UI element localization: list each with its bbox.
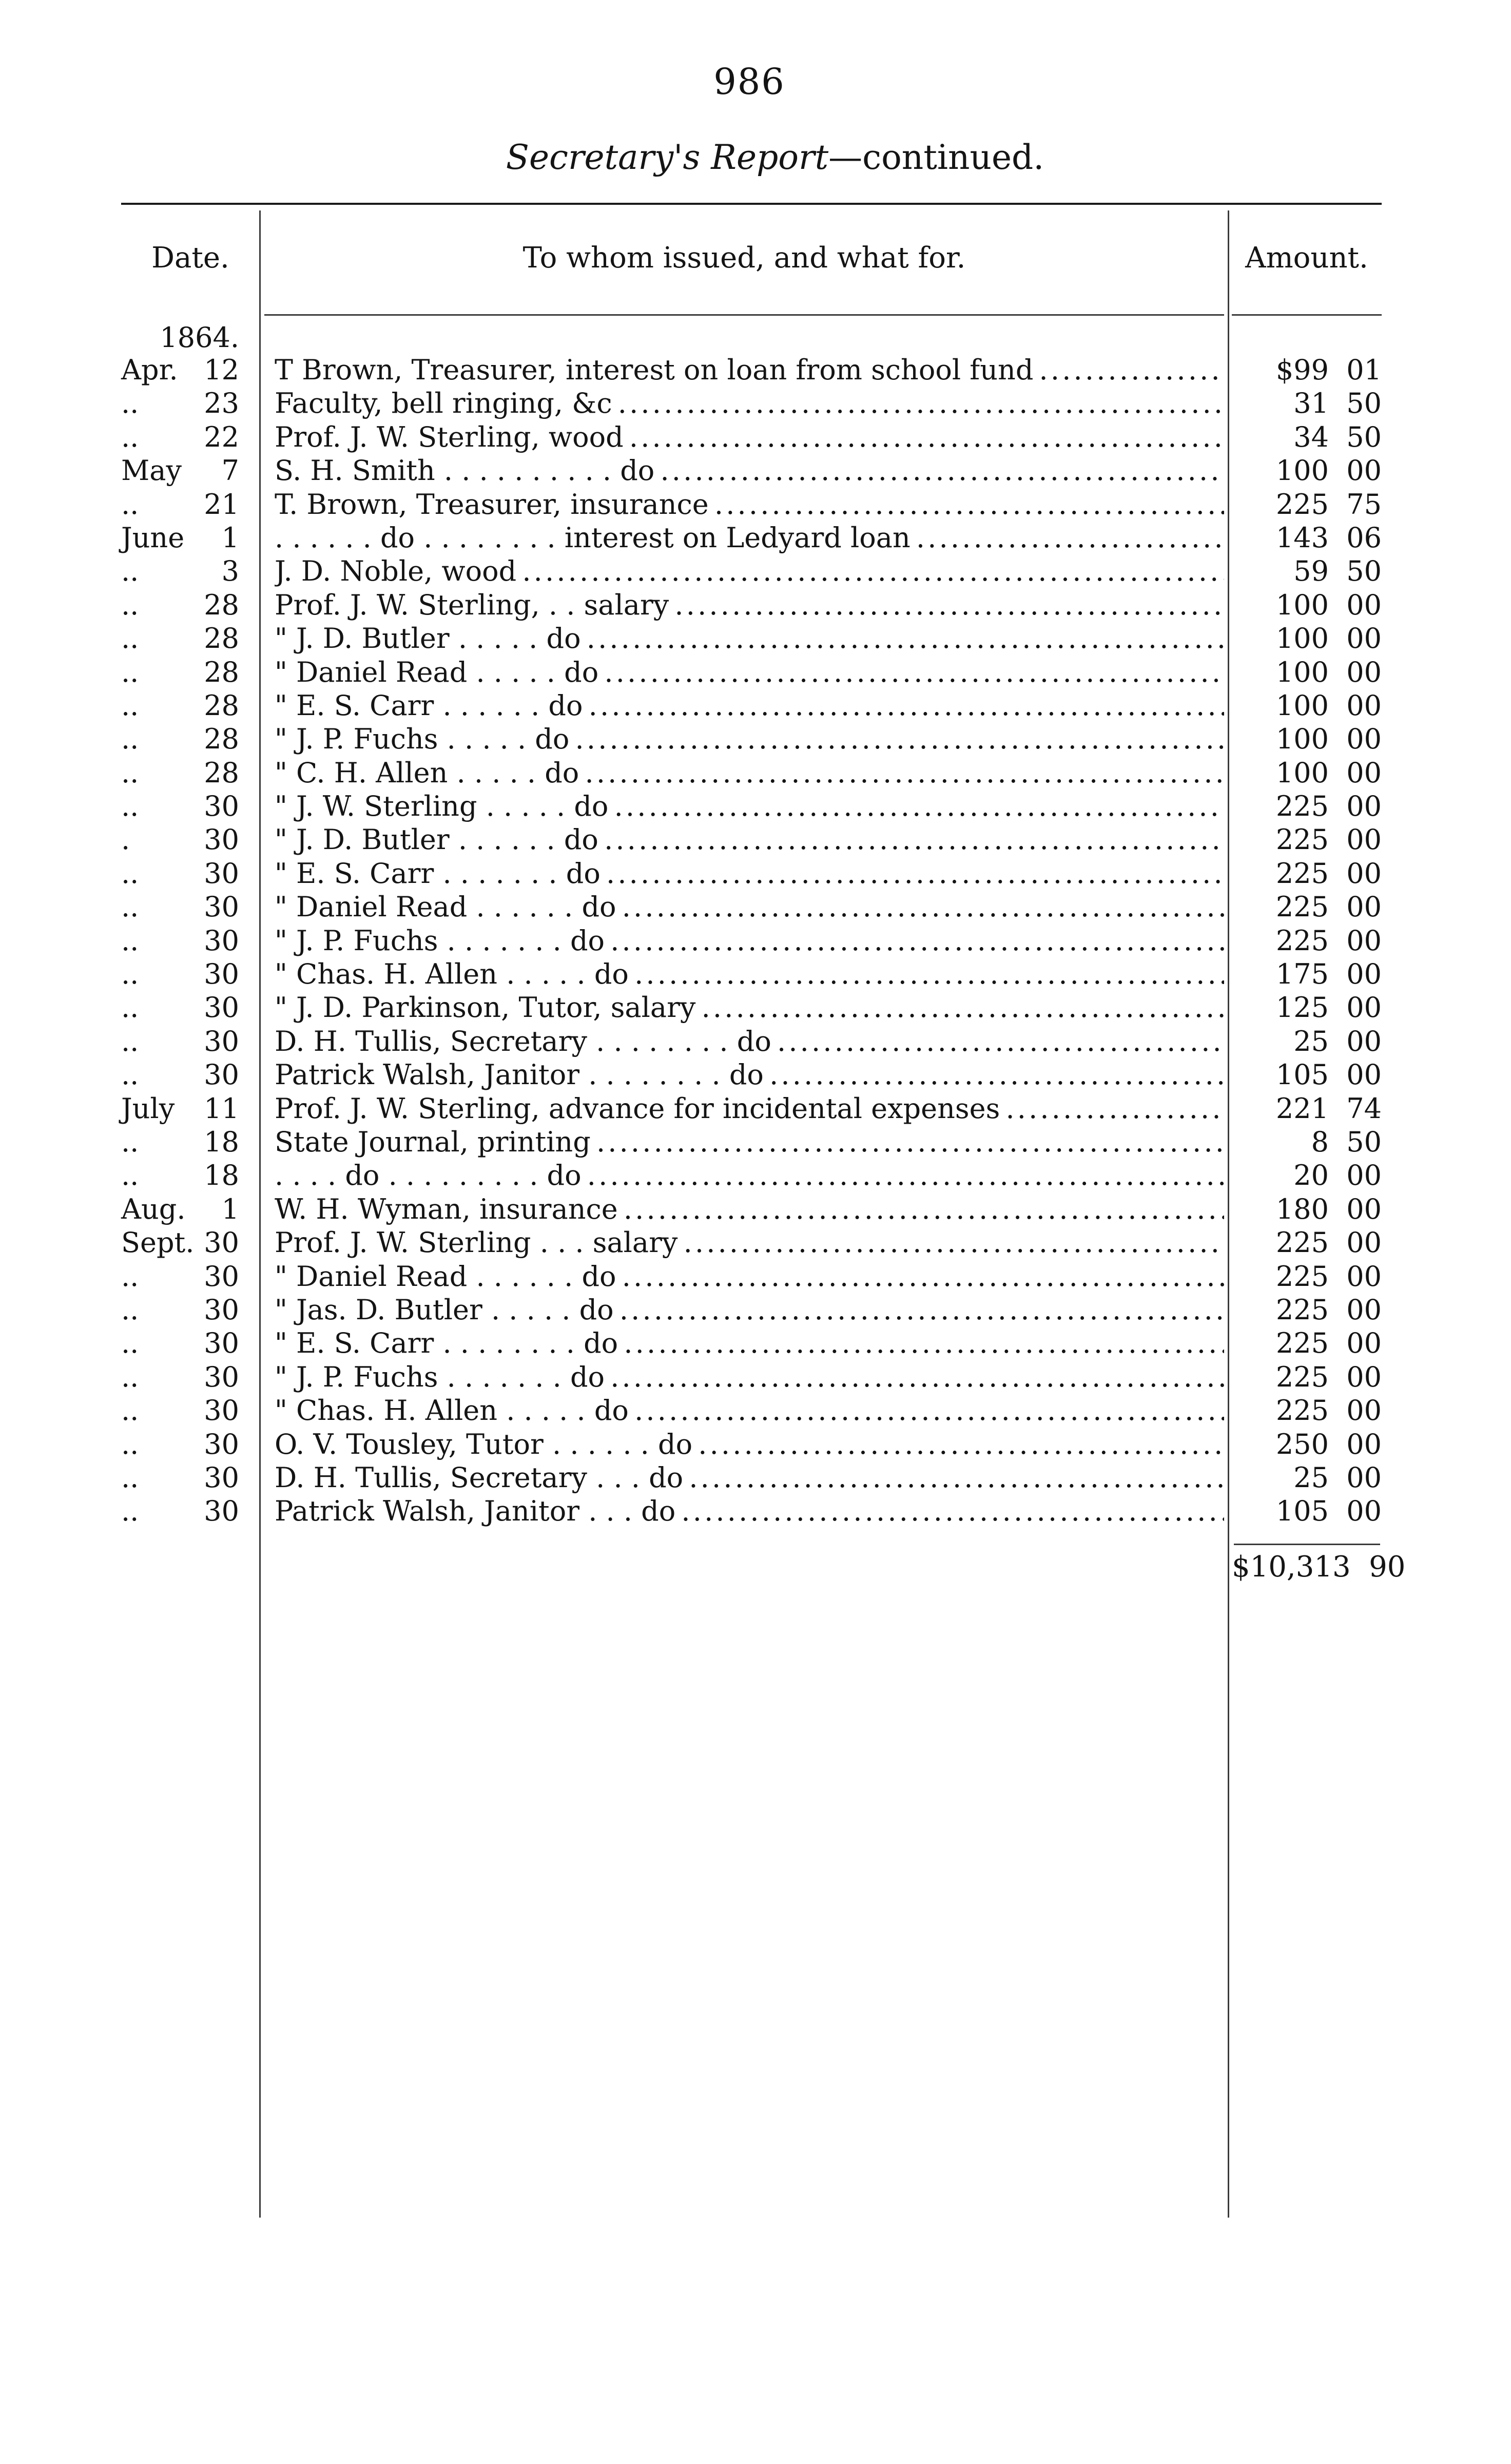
row-month: .. bbox=[121, 991, 139, 1024]
ledger-row bbox=[0, 353, 1511, 387]
row-day: 1 bbox=[221, 1192, 239, 1225]
row-amount: 225 00 bbox=[1275, 1327, 1382, 1360]
ledger-row bbox=[0, 488, 1511, 521]
row-month: .. bbox=[121, 1260, 139, 1293]
header-underline-description bbox=[264, 314, 1224, 316]
row-amount: 25 00 bbox=[1293, 1461, 1382, 1494]
row-day: 23 bbox=[204, 387, 239, 420]
row-day: 22 bbox=[204, 420, 239, 453]
row-description: Prof. J. W. Sterling, advance for incidental expenses . . . bbox=[275, 1092, 1224, 1125]
running-head-dash: — bbox=[828, 138, 863, 177]
row-day: 30 bbox=[204, 823, 239, 856]
row-month: .. bbox=[121, 1360, 139, 1393]
row-day: 30 bbox=[204, 891, 239, 923]
row-month: .. bbox=[121, 622, 139, 655]
ledger-row bbox=[0, 722, 1511, 756]
row-month: .. bbox=[121, 958, 139, 991]
row-day: 30 bbox=[204, 958, 239, 991]
row-amount: 221 74 bbox=[1275, 1092, 1382, 1125]
running-head bbox=[441, 138, 1109, 177]
ledger-row bbox=[0, 1025, 1511, 1058]
ledger-row bbox=[0, 1461, 1511, 1494]
row-description: T Brown, Treasurer, interest on loan from school fund . . . bbox=[275, 353, 1224, 387]
row-amount: $99 01 bbox=[1275, 354, 1382, 386]
row-day: 18 bbox=[204, 1125, 239, 1158]
row-amount: 105 00 bbox=[1275, 1058, 1382, 1091]
row-amount: 105 00 bbox=[1275, 1495, 1382, 1528]
ledger-row bbox=[0, 790, 1511, 823]
row-description: State Journal, printing . . . bbox=[275, 1125, 1224, 1159]
row-amount: 225 00 bbox=[1275, 1226, 1382, 1259]
ledger-row bbox=[0, 991, 1511, 1024]
ledger-row bbox=[0, 454, 1511, 487]
row-description: O. V. Tousley, Tutor . . . . . . do . . . bbox=[275, 1428, 1224, 1461]
row-description: Prof. J. W. Sterling, . . salary . . . bbox=[275, 588, 1224, 622]
ledger-row bbox=[0, 1058, 1511, 1091]
row-day: 28 bbox=[204, 656, 239, 688]
row-description: " E. S. Carr . . . . . . . do . . . bbox=[275, 857, 1224, 890]
ledger-row bbox=[0, 1192, 1511, 1226]
ledger-row bbox=[0, 1159, 1511, 1192]
ledger-row bbox=[0, 1360, 1511, 1394]
row-day: 30 bbox=[204, 1327, 239, 1360]
row-amount: 100 00 bbox=[1275, 656, 1382, 688]
ledger-row bbox=[0, 823, 1511, 856]
row-amount: 100 00 bbox=[1275, 622, 1382, 655]
ledger-row bbox=[0, 924, 1511, 957]
row-month: .. bbox=[121, 790, 139, 823]
row-amount: 225 00 bbox=[1275, 823, 1382, 856]
row-month: .. bbox=[121, 1159, 139, 1192]
ledger-row bbox=[0, 554, 1511, 588]
row-amount: 100 00 bbox=[1275, 756, 1382, 789]
ledger-row bbox=[0, 890, 1511, 923]
row-day: 3 bbox=[221, 555, 239, 588]
row-description: Prof. J. W. Sterling, wood . . . bbox=[275, 420, 1224, 454]
ledger-rows bbox=[0, 353, 1511, 1528]
row-amount: 100 00 bbox=[1275, 689, 1382, 722]
row-month: .. bbox=[121, 689, 139, 722]
row-month: .. bbox=[121, 420, 139, 453]
row-description: " E. S. Carr . . . . . . do . . . bbox=[275, 689, 1224, 722]
row-month: .. bbox=[121, 1058, 139, 1091]
row-description: " J. P. Fuchs . . . . . . . do . . . bbox=[275, 924, 1224, 957]
row-month: .. bbox=[121, 891, 139, 923]
ledger-row bbox=[0, 1092, 1511, 1125]
row-day: 30 bbox=[204, 991, 239, 1024]
ledger-row bbox=[0, 1226, 1511, 1259]
row-description: Prof. J. W. Sterling . . . salary . . . bbox=[275, 1226, 1224, 1259]
ledger-row bbox=[0, 857, 1511, 890]
column-header-amount: Amount. bbox=[1245, 241, 1368, 275]
total-rule bbox=[1234, 1544, 1380, 1545]
row-day: 28 bbox=[204, 622, 239, 655]
row-month: June bbox=[121, 521, 185, 554]
row-day: 28 bbox=[204, 756, 239, 789]
row-amount: 225 00 bbox=[1275, 1260, 1382, 1293]
row-month: .. bbox=[121, 756, 139, 789]
row-month: Aug. bbox=[121, 1192, 186, 1225]
row-description: " J. D. Butler . . . . . do . . . bbox=[275, 622, 1224, 655]
row-description: " Daniel Read . . . . . do . . . bbox=[275, 656, 1224, 689]
row-month: . bbox=[121, 823, 130, 856]
page-number: 986 bbox=[713, 61, 785, 103]
row-amount: 225 75 bbox=[1275, 488, 1382, 521]
ledger-row bbox=[0, 588, 1511, 622]
row-amount: 225 00 bbox=[1275, 1293, 1382, 1326]
row-description: D. H. Tullis, Secretary . . . do . . . bbox=[275, 1461, 1224, 1494]
row-month: .. bbox=[121, 1025, 139, 1057]
row-description: " Chas. H. Allen . . . . . do . . . bbox=[275, 1394, 1224, 1427]
row-month: July bbox=[121, 1092, 175, 1125]
row-amount: 100 00 bbox=[1275, 454, 1382, 487]
header-underline-amount bbox=[1232, 314, 1382, 316]
row-day: 30 bbox=[204, 1226, 239, 1259]
row-month: .. bbox=[121, 555, 139, 588]
row-description: " J. P. Fuchs . . . . . . . do . . . bbox=[275, 1360, 1224, 1394]
row-description: S. H. Smith . . . . . . . . . . do . . . bbox=[275, 454, 1224, 487]
row-month: .. bbox=[121, 857, 139, 890]
ledger-row bbox=[0, 756, 1511, 790]
row-description: D. H. Tullis, Secretary . . . . . . . . do . . . bbox=[275, 1025, 1224, 1058]
row-month: .. bbox=[121, 924, 139, 957]
row-amount: 250 00 bbox=[1275, 1428, 1382, 1460]
row-amount: 34 50 bbox=[1293, 420, 1382, 453]
row-description: Patrick Walsh, Janitor . . . do . . . bbox=[275, 1494, 1224, 1528]
row-description: " Jas. D. Butler . . . . . do . . . bbox=[275, 1293, 1224, 1326]
row-month: .. bbox=[121, 723, 139, 756]
row-month: Sept. bbox=[121, 1226, 195, 1259]
row-day: 30 bbox=[204, 857, 239, 890]
row-amount: 100 00 bbox=[1275, 588, 1382, 621]
row-day: 30 bbox=[204, 790, 239, 823]
row-description: " Daniel Read . . . . . . do . . . bbox=[275, 1260, 1224, 1293]
ledger-row bbox=[0, 420, 1511, 454]
row-day: 12 bbox=[204, 354, 239, 386]
row-day: 30 bbox=[204, 1025, 239, 1057]
ledger-row bbox=[0, 1326, 1511, 1360]
row-description: " J. D. Parkinson, Tutor, salary . . . bbox=[275, 991, 1224, 1024]
row-amount: 100 00 bbox=[1275, 723, 1382, 756]
row-amount: 25 00 bbox=[1293, 1025, 1382, 1057]
row-description: " J. P. Fuchs . . . . . do . . . bbox=[275, 722, 1224, 756]
row-description: Faculty, bell ringing, &c . . . bbox=[275, 387, 1224, 420]
ledger-row bbox=[0, 1394, 1511, 1427]
row-month: .. bbox=[121, 1428, 139, 1460]
row-day: 30 bbox=[204, 1495, 239, 1528]
row-day: 30 bbox=[204, 1058, 239, 1091]
row-description: " Daniel Read . . . . . . do . . . bbox=[275, 890, 1224, 923]
row-amount: 225 00 bbox=[1275, 857, 1382, 890]
row-amount: 20 00 bbox=[1293, 1159, 1382, 1192]
row-day: 30 bbox=[204, 1428, 239, 1460]
total-amount: $10,313 90 bbox=[1232, 1550, 1406, 1584]
row-day: 11 bbox=[204, 1092, 239, 1125]
row-day: 21 bbox=[204, 488, 239, 521]
row-month: .. bbox=[121, 588, 139, 621]
row-amount: 225 00 bbox=[1275, 924, 1382, 957]
column-header-description: To whom issued, and what for. bbox=[522, 241, 966, 275]
row-amount: 225 00 bbox=[1275, 790, 1382, 823]
ledger-row bbox=[0, 521, 1511, 554]
row-day: 30 bbox=[204, 1260, 239, 1293]
row-month: .. bbox=[121, 1495, 139, 1528]
row-day: 30 bbox=[204, 1293, 239, 1326]
row-day: 30 bbox=[204, 1394, 239, 1427]
row-day: 28 bbox=[204, 689, 239, 722]
row-amount: 125 00 bbox=[1275, 991, 1382, 1024]
running-head-italic: Secretary's Report bbox=[506, 138, 829, 177]
row-description: J. D. Noble, wood . . . bbox=[275, 554, 1224, 588]
row-day: 1 bbox=[221, 521, 239, 554]
row-month: .. bbox=[121, 1461, 139, 1494]
row-month: .. bbox=[121, 387, 139, 420]
row-day: 7 bbox=[221, 454, 239, 487]
row-amount: 31 50 bbox=[1293, 387, 1382, 420]
row-description: Patrick Walsh, Janitor . . . . . . . . do . . . bbox=[275, 1058, 1224, 1091]
row-month: .. bbox=[121, 1293, 139, 1326]
column-header-date: Date. bbox=[151, 241, 229, 275]
row-month: .. bbox=[121, 1394, 139, 1427]
ledger-row bbox=[0, 957, 1511, 991]
row-month: .. bbox=[121, 488, 139, 521]
row-description: W. H. Wyman, insurance . . . bbox=[275, 1192, 1224, 1226]
row-amount: 225 00 bbox=[1275, 1394, 1382, 1427]
row-day: 30 bbox=[204, 924, 239, 957]
row-description: " Chas. H. Allen . . . . . do . . . bbox=[275, 957, 1224, 991]
row-amount: 8 50 bbox=[1311, 1125, 1382, 1158]
running-head-continued: continued. bbox=[862, 138, 1044, 177]
row-description: T. Brown, Treasurer, insurance . . . bbox=[275, 488, 1224, 521]
row-month: .. bbox=[121, 1125, 139, 1158]
row-description: . . . . do . . . . . . . . . do . . . bbox=[275, 1159, 1224, 1192]
ledger-row bbox=[0, 622, 1511, 655]
ledger-row bbox=[0, 656, 1511, 689]
row-amount: 180 00 bbox=[1275, 1192, 1382, 1225]
row-day: 30 bbox=[204, 1461, 239, 1494]
row-month: May bbox=[121, 454, 182, 487]
row-amount: 175 00 bbox=[1275, 958, 1382, 991]
row-description: " E. S. Carr . . . . . . . . do . . . bbox=[275, 1326, 1224, 1360]
row-amount: 225 00 bbox=[1275, 891, 1382, 923]
row-day: 28 bbox=[204, 588, 239, 621]
row-description: . . . . . . do . . . . . . . . interest on Ledyard loan . . . bbox=[275, 521, 1224, 554]
row-amount: 225 00 bbox=[1275, 1360, 1382, 1393]
row-amount: 143 06 bbox=[1275, 521, 1382, 554]
row-month: .. bbox=[121, 656, 139, 688]
ledger-row bbox=[0, 1428, 1511, 1461]
ledger-row bbox=[0, 1494, 1511, 1528]
row-description: " J. D. Butler . . . . . . do . . . bbox=[275, 823, 1224, 856]
row-description: " C. H. Allen . . . . . do . . . bbox=[275, 756, 1224, 790]
top-rule bbox=[121, 203, 1382, 205]
year-label: 1864. bbox=[160, 321, 239, 354]
row-day: 18 bbox=[204, 1159, 239, 1192]
ledger-row bbox=[0, 689, 1511, 722]
ledger-row bbox=[0, 1260, 1511, 1293]
row-day: 30 bbox=[204, 1360, 239, 1393]
row-description: " J. W. Sterling . . . . . do . . . bbox=[275, 790, 1224, 823]
row-amount: 59 50 bbox=[1293, 555, 1382, 588]
ledger-row bbox=[0, 1125, 1511, 1159]
ledger-row bbox=[0, 1293, 1511, 1326]
ledger-row bbox=[0, 387, 1511, 420]
row-month: Apr. bbox=[121, 354, 178, 386]
row-month: .. bbox=[121, 1327, 139, 1360]
row-day: 28 bbox=[204, 723, 239, 756]
